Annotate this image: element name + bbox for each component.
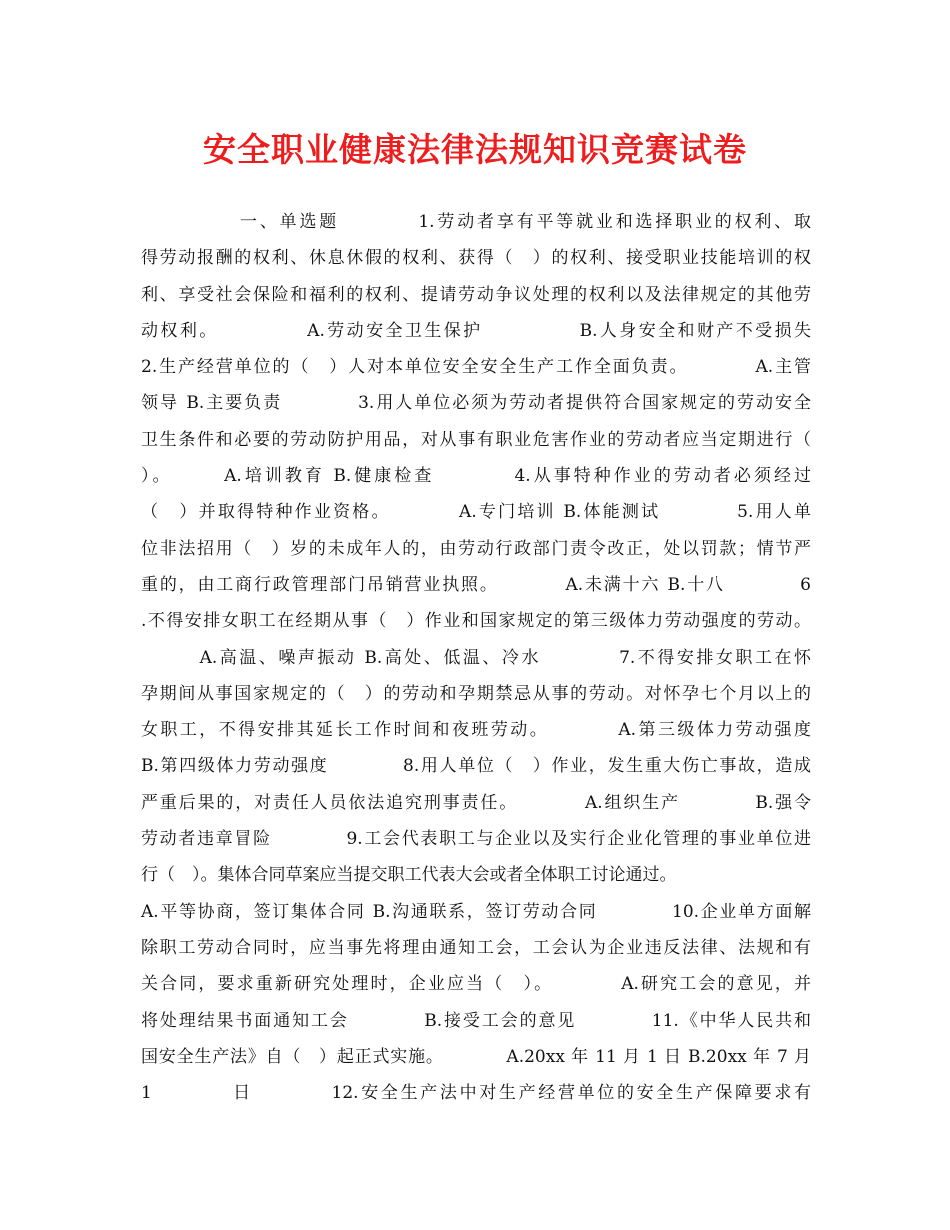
text-line: 领导 B.主要负责 3.用人单位必须为劳动者提供符合国家规定的劳动安全: [141, 393, 811, 414]
text-line: 关合同，要求重新研究处理时，企业应当（ ）。 A.研究工会的意见，并: [141, 974, 811, 995]
text-line: B.第四级体力劳动强度 8.用人单位（ ）作业，发生重大伤亡事故，造成: [141, 756, 811, 777]
text-line: A.高温、噪声振动 B.高处、低温、冷水 7.不得安排女职工在怀: [141, 647, 811, 668]
text-line: 国安全生产法》自（ ）起正式实施。 A.20xx 年 11 月 1 日 B.20xx 年 7 月: [141, 1046, 811, 1067]
text-line: 劳动者违章冒险 9.工会代表职工与企业以及实行企业化管理的事业单位进: [141, 829, 811, 850]
document-title: 安全职业健康法律法规知识竞赛试卷: [203, 130, 747, 169]
text-line: （ ）并取得特种作业资格。 A.专门培训 B.体能测试 5.用人单: [141, 502, 811, 523]
text-line: 动权利。 A.劳动安全卫生保护 B.人身安全和财产不受损失: [141, 320, 811, 341]
text-line: 重的，由工商行政管理部门吊销营业执照。 A.未满十六 B.十八 6: [141, 574, 811, 595]
text-line: 得劳动报酬的权利、休息休假的权利、获得（ ）的权利、接受职业技能培训的权: [141, 248, 811, 269]
text-line: 位非法招用（ ）岁的未成年人的，由劳动行政部门责令改正，处以罚款；情节严: [141, 538, 811, 559]
text-line: .不得安排女职工在经期从事（ ）作业和国家规定的第三级体力劳动强度的劳动。: [141, 611, 811, 632]
text-line: 除职工劳动合同时，应当事先将理由通知工会，工会认为企业违反法律、法规和有: [141, 937, 811, 958]
text-line: 1 日 12.安全生产法中对生产经营单位的安全生产保障要求有: [141, 1083, 811, 1104]
text-line: 一、单选题 1.劳动者享有平等就业和选择职业的权利、取: [141, 212, 811, 232]
text-line: 利、享受社会保险和福利的权利、提请劳动争议处理的权利以及法律规定的其他劳: [141, 284, 811, 305]
text-line: 行（ ）。集体合同草案应当提交职工代表大会或者全体职工讨论通过。: [141, 865, 677, 886]
text-line: A.平等协商，签订集体合同 B.沟通联系，签订劳动合同 10.企业单方面解: [141, 901, 811, 922]
text-line: 严重后果的，对责任人员依法追究刑事责任。 A.组织生产 B.强令: [141, 792, 811, 813]
text-line: 卫生条件和必要的劳动防护用品，对从事有职业危害作业的劳动者应当定期进行（: [141, 429, 811, 450]
question-body: [141, 204, 811, 1111]
text-line: 2.生产经营单位的（ ）人对本单位安全安全生产工作全面负责。 A.主管: [141, 357, 811, 378]
text-line: 女职工，不得安排其延长工作时间和夜班劳动。 A.第三级体力劳动强度: [141, 720, 811, 741]
text-line: 将处理结果书面通知工会 B.接受工会的意见 11.《中华人民共和: [141, 1010, 811, 1031]
text-line: ）。 A.培训教育 B.健康检查 4.从事特种作业的劳动者必须经过: [141, 466, 811, 487]
text-line: 孕期间从事国家规定的（ ）的劳动和孕期禁忌从事的劳动。对怀孕七个月以上的: [141, 683, 811, 704]
